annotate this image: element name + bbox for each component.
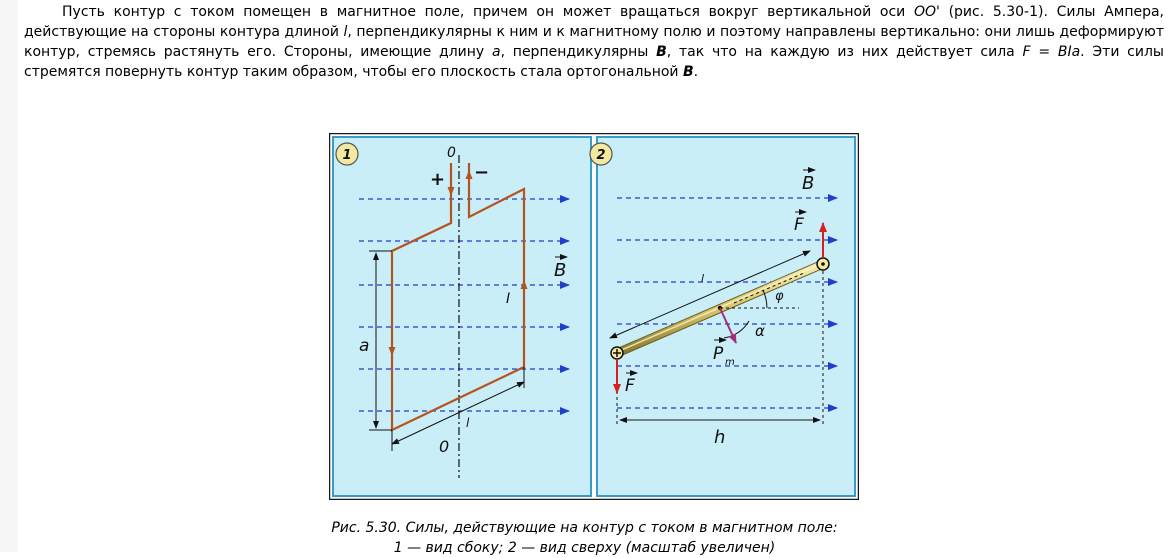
distance-label-h: h — [714, 427, 726, 448]
left-margin-strip — [0, 0, 18, 552]
force-formula: F = BIa — [1022, 44, 1081, 60]
panel-side-view — [333, 137, 591, 496]
minus-terminal: − — [474, 162, 490, 183]
figure-5-30 — [329, 133, 859, 500]
axis-label: OO' — [913, 4, 940, 20]
side-label-l: l — [466, 416, 470, 430]
moment-label-sub: m — [725, 357, 735, 368]
axis-label-top: 0 — [447, 145, 456, 161]
force-label-top: F — [794, 215, 804, 235]
body-paragraph: Пусть контур с током помещен в магнитное поле, причем он может вращаться вокруг вертикальной оси OO' (рис. 5.30-1). Силы Ампера, действующие на стороны контура длиной l, перпендикулярны к ним и к магнитному полю и поэтому направлены вертикально: они лишь деформируют контур, стремясь растянуть его. Стороны, имеющие длину a, перпендикулярны B, так что на каждую из них действует сила F = BIa. Эти силы стремятся повернуть контур таким образом, чтобы его плоскость стала ортогональной B. — [24, 4, 1164, 80]
angle-alpha: α — [755, 322, 765, 340]
field-label-B-2: B — [802, 173, 815, 194]
panel-top-view — [590, 137, 855, 496]
figure-caption-line2: 1 — вид сбоку; 2 — вид сверху (масштаб увеличен) — [393, 540, 776, 556]
current-label-I: I — [506, 291, 511, 307]
force-label-bottom: F — [625, 376, 635, 396]
rod-label-l: l — [701, 272, 705, 285]
side-label-a: a — [359, 336, 370, 356]
panel2-badge-number: 2 — [596, 148, 606, 163]
angle-phi: φ — [775, 289, 784, 304]
panel1-badge-number: 1 — [342, 148, 352, 163]
plus-terminal: + — [430, 169, 446, 190]
figure-caption-line1: Рис. 5.30. Силы, действующие на контур с током в магнитном поле: — [331, 520, 838, 536]
moment-label: P — [713, 344, 724, 364]
field-label-B: B — [554, 260, 567, 281]
axis-label-bottom: 0 — [439, 437, 450, 456]
